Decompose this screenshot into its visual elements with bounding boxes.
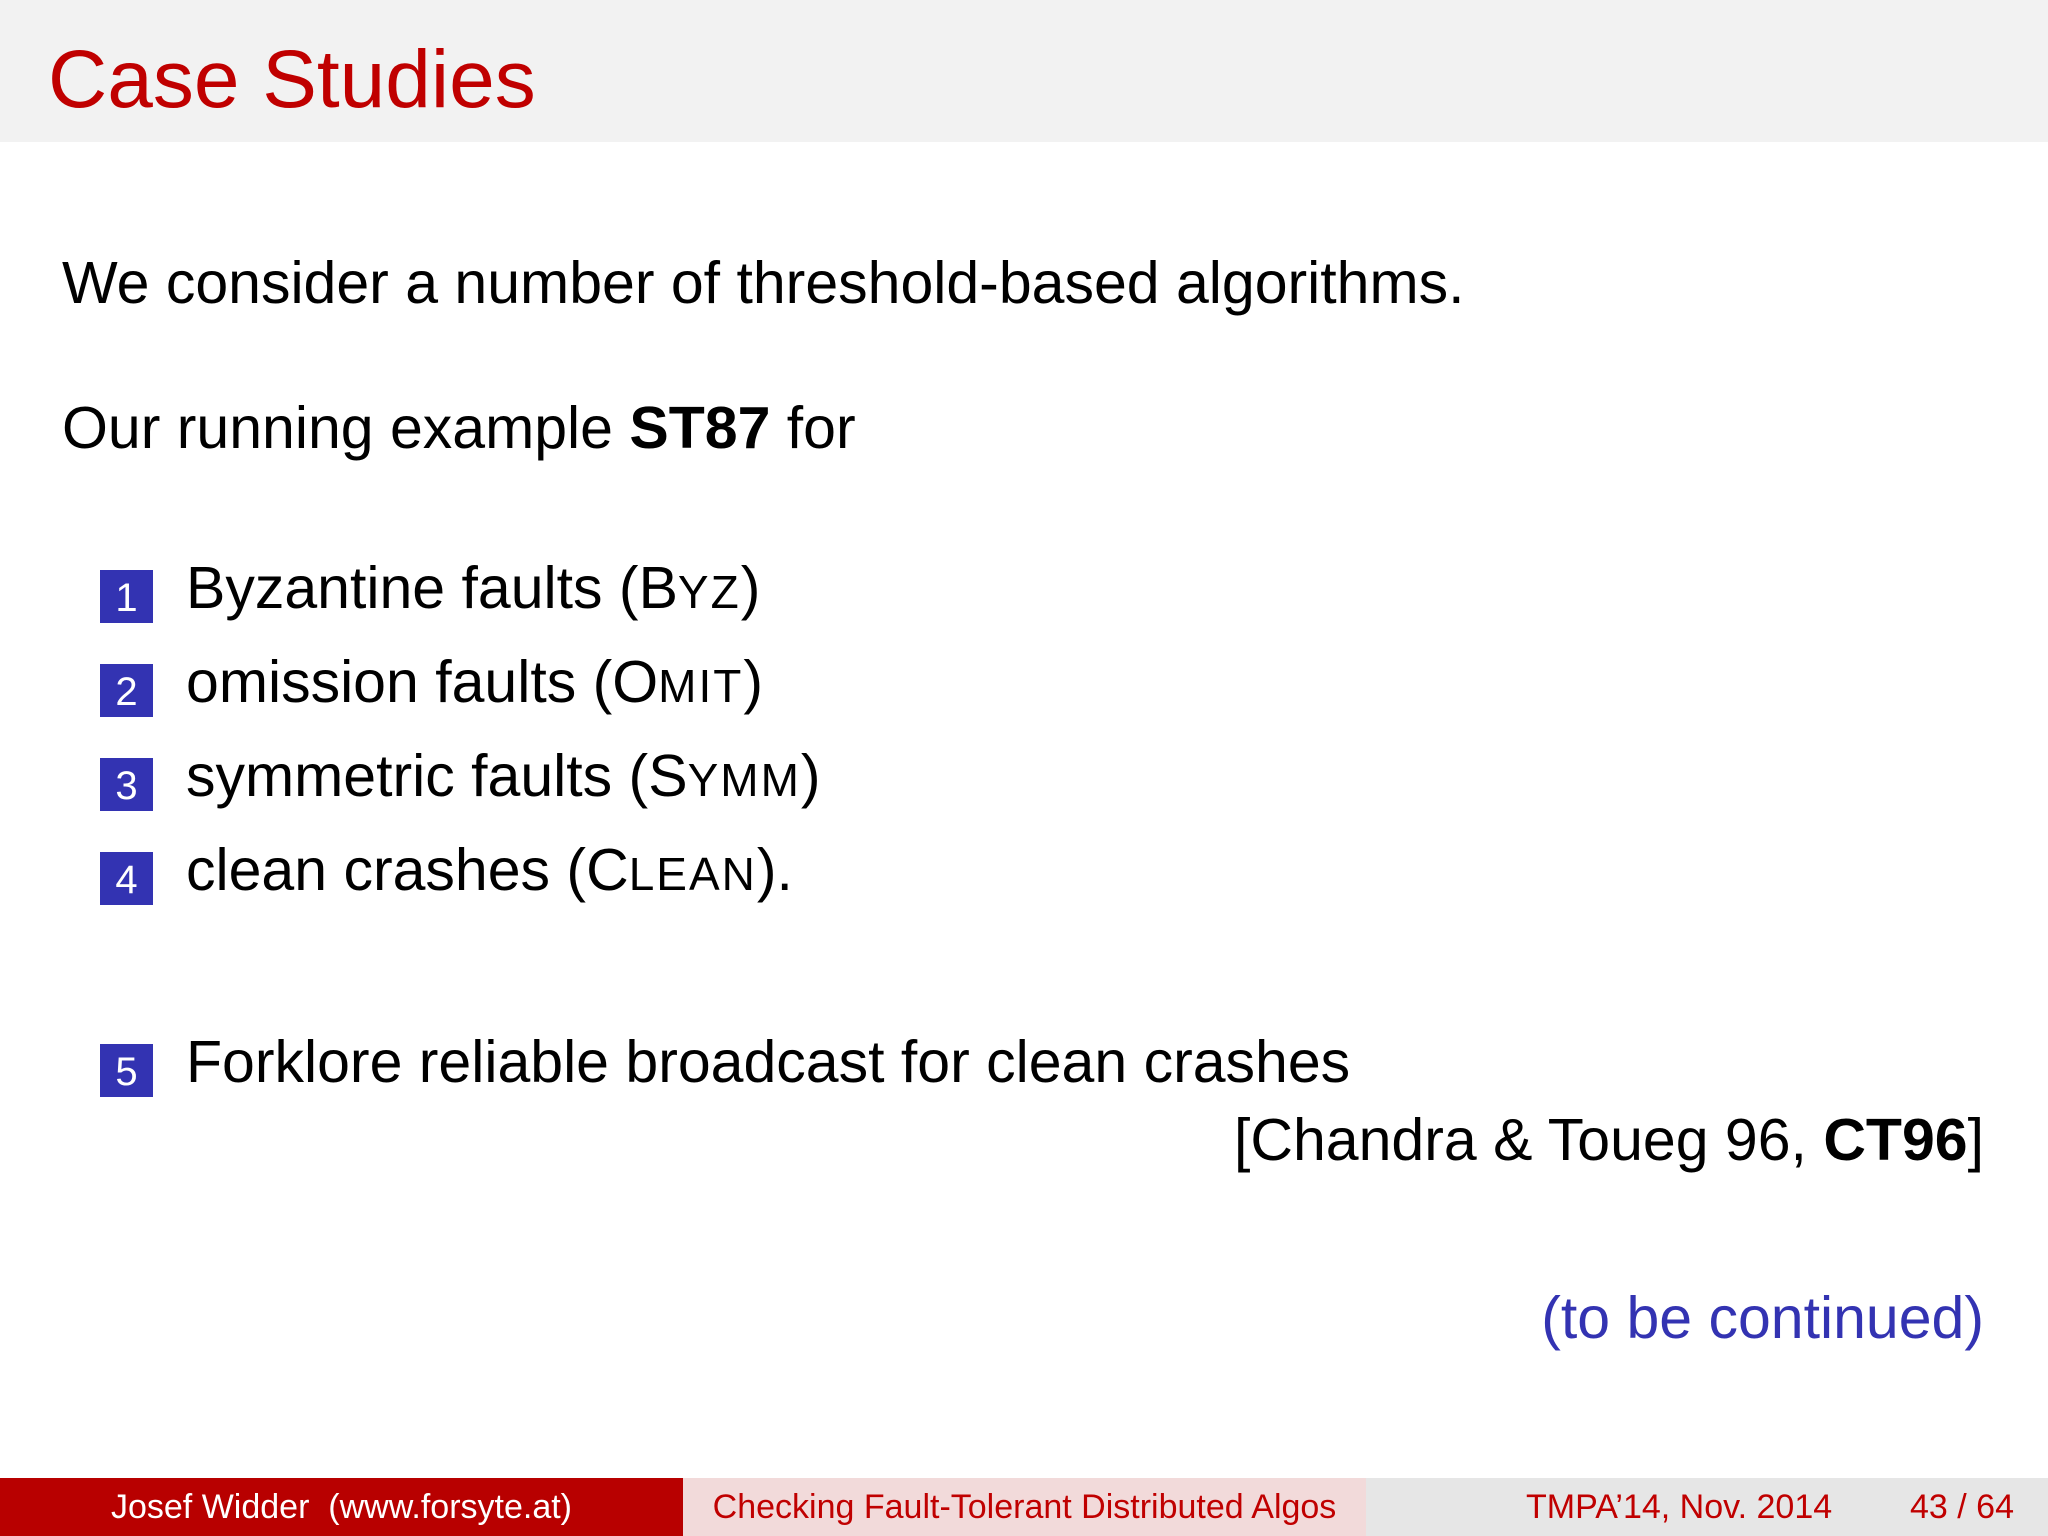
running-example-text xyxy=(62,393,856,463)
item-number-badge: 1 xyxy=(100,570,153,623)
item-number-badge: 4 xyxy=(100,852,153,905)
running-example-prefix: Our running example xyxy=(62,395,630,461)
footer xyxy=(0,1478,2048,1536)
to-be-continued-note: (to be continued) xyxy=(1541,1285,1984,1351)
footer-author: Josef Widder (www.forsyte.at) xyxy=(0,1478,683,1536)
footer-talk-title: Checking Fault-Tolerant Distributed Algos xyxy=(683,1478,1366,1536)
item-number-badge: 2 xyxy=(100,664,153,717)
citation: [Chandra & Toueg 96, CT96] xyxy=(1233,1107,1984,1173)
item-text: clean crashes (CLEAN). xyxy=(186,837,793,903)
item-text: omission faults (OMIT) xyxy=(186,649,764,715)
footer-page-number: 43 / 64 xyxy=(1910,1488,2014,1526)
item-text: Byzantine faults (BYZ) xyxy=(186,555,761,621)
item-text: Forklore reliable broadcast for clean crashes xyxy=(186,1029,1351,1095)
running-example-name: ST87 xyxy=(629,395,771,461)
footer-venue-date: TMPA’14, Nov. 2014 xyxy=(1526,1488,1833,1526)
citation-key: CT96 xyxy=(1823,1107,1968,1173)
item-text: symmetric faults (SYMM) xyxy=(186,743,821,809)
running-example-suffix: for xyxy=(770,395,856,461)
item-number-badge: 3 xyxy=(100,758,153,811)
intro-text: We consider a number of threshold-based algorithms. xyxy=(62,250,1465,316)
item-number-badge: 5 xyxy=(100,1044,153,1097)
title-bar xyxy=(0,0,2048,142)
footer-right xyxy=(1366,1478,2048,1536)
slide-title: Case Studies xyxy=(48,34,536,125)
